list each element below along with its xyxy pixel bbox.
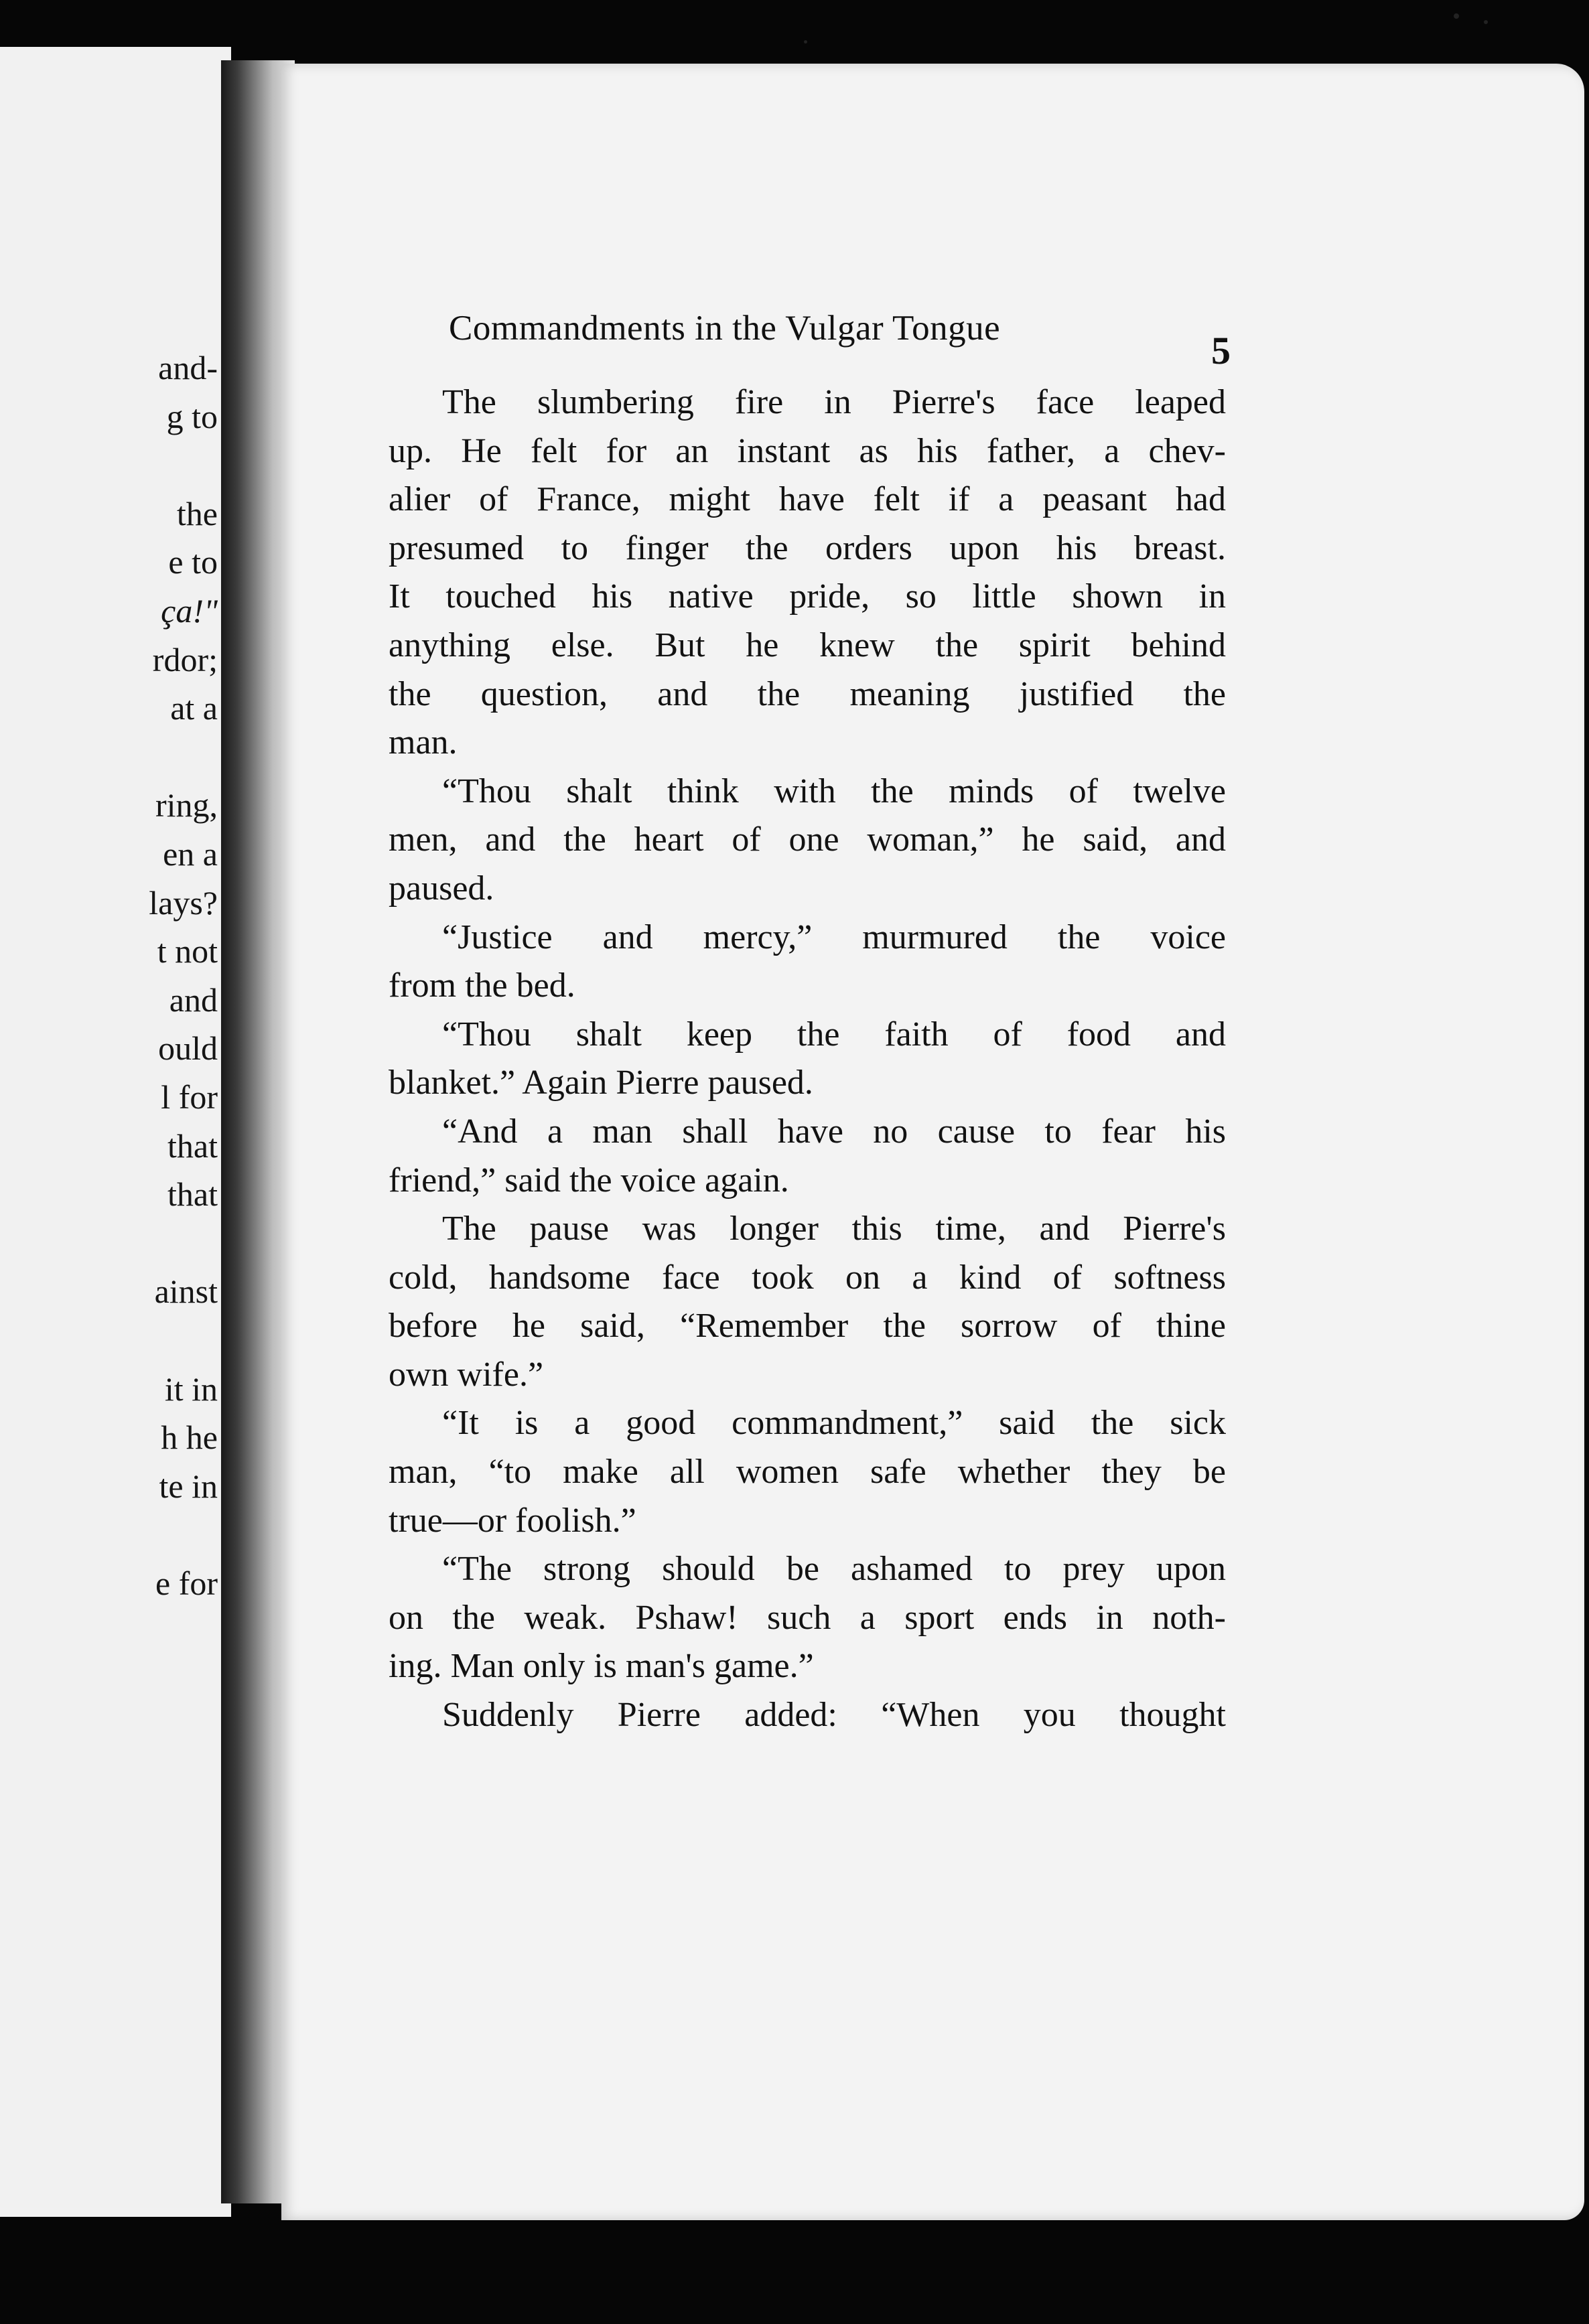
- left-page-line: that: [167, 1175, 218, 1214]
- left-page-line: h he: [161, 1419, 218, 1457]
- page-body: [389, 378, 1226, 1740]
- text-line: before he said, “Remember the sorrow of thine: [389, 1307, 1226, 1346]
- text-line: Suddenly Pierre added: “When you thought: [442, 1696, 1226, 1735]
- text-line: “It is a good commandment,” said the sick: [442, 1404, 1226, 1443]
- left-page-line: e for: [155, 1565, 218, 1602]
- left-page-line: lays?: [149, 883, 218, 922]
- text-line: true—or foolish.”: [389, 1501, 636, 1540]
- text-line: The pause was longer this time, and Pierre's: [442, 1210, 1226, 1248]
- left-page-line: ould: [158, 1029, 218, 1068]
- text-line: “And a man shall have no cause to fear his: [442, 1112, 1226, 1151]
- left-page-line: the: [176, 494, 218, 532]
- text-line: “The strong should be ashamed to prey upon: [442, 1550, 1226, 1589]
- text-line: own wife.”: [389, 1355, 544, 1394]
- left-page-line: it in: [164, 1370, 218, 1408]
- left-page-line: e to: [168, 543, 218, 581]
- text-line: “Thou shalt keep the faith of food and: [442, 1015, 1226, 1054]
- text-line: from the bed.: [389, 966, 575, 1005]
- text-line: on the weak. Pshaw! such a sport ends in noth-: [389, 1598, 1226, 1637]
- text-line: alier of France, might have felt if a peasant had: [389, 480, 1226, 519]
- text-line: ing. Man only is man's game.”: [389, 1647, 814, 1686]
- text-line: cold, handsome face took on a kind of softness: [389, 1258, 1226, 1297]
- scan-speck: [804, 40, 807, 44]
- scan-speck: [1454, 13, 1459, 19]
- text-line: the question, and the meaning justified the: [389, 674, 1226, 713]
- text-line: paused.: [389, 869, 494, 907]
- text-line: presumed to finger the orders upon his breast.: [389, 528, 1226, 567]
- left-page-line: ring,: [155, 786, 218, 824]
- text-line: “Thou shalt think with the minds of twelve: [442, 772, 1226, 810]
- text-line: friend,” said the voice again.: [389, 1161, 789, 1200]
- text-line: up. He felt for an instant as his father, a chev-: [389, 431, 1226, 470]
- text-line: blanket.” Again Pierre paused.: [389, 1064, 813, 1102]
- left-page-line: ça!": [161, 592, 218, 630]
- left-page-line: and-: [158, 349, 218, 386]
- left-page-line: rdor;: [152, 640, 218, 678]
- left-page-line: t not: [157, 932, 218, 970]
- text-line: man.: [389, 723, 458, 762]
- scan-speck: [1484, 20, 1488, 24]
- text-line: The slumbering fire in Pierre's face leaped: [442, 383, 1226, 421]
- text-line: man, “to make all women safe whether they be: [389, 1453, 1226, 1492]
- page-number: 5: [1211, 329, 1231, 372]
- left-page-line: l for: [161, 1078, 218, 1116]
- text-line: men, and the heart of one woman,” he said, and: [389, 820, 1226, 859]
- left-page-line: that: [167, 1127, 218, 1165]
- previous-page: [0, 47, 231, 2217]
- left-page-line: at a: [170, 689, 218, 727]
- text-line: “Justice and mercy,” murmured the voice: [442, 918, 1226, 956]
- running-head: Commandments in the Vulgar Tongue: [449, 309, 1001, 348]
- left-page-line: g to: [166, 397, 218, 435]
- text-line: It touched his native pride, so little shown in: [389, 577, 1226, 616]
- left-page-line: te in: [159, 1467, 218, 1505]
- text-line: anything else. But he knew the spirit behind: [389, 626, 1226, 664]
- left-page-line: en a: [163, 835, 218, 873]
- left-page-line: ainst: [154, 1273, 218, 1311]
- left-page-line: and: [169, 981, 218, 1019]
